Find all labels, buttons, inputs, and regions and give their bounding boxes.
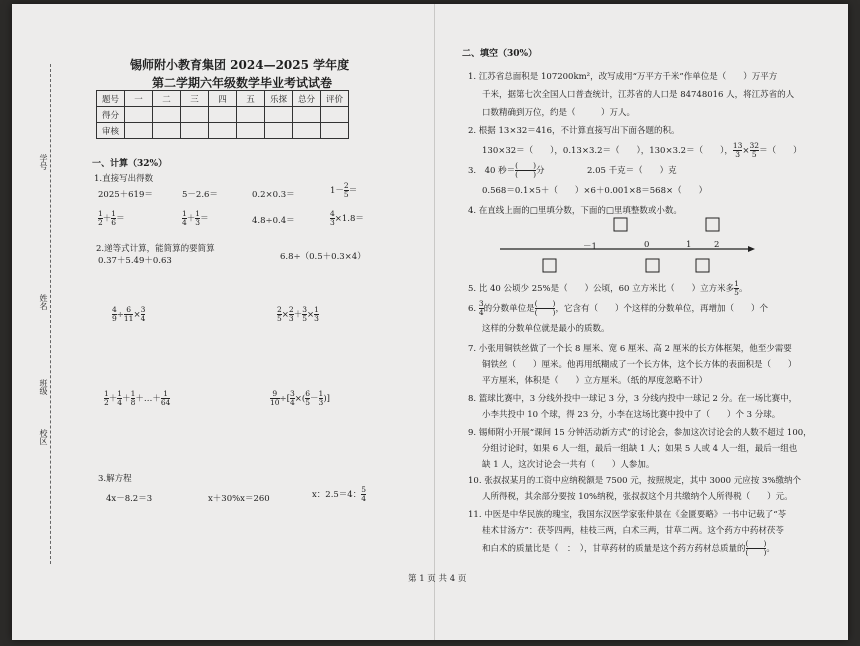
- score-header-cell: 三: [181, 91, 209, 107]
- score-row-label: 得分: [97, 107, 125, 123]
- fill-q3-line1: 3. 40 秒＝ $\frac{( )}{( )}$ 分 2.05 千克＝（ ）克: [468, 161, 677, 179]
- margin-label-name: 姓名: [39, 294, 48, 310]
- calc-2-2: $\frac{1}{4}$ ＋ $\frac{1}{3}$ ＝: [182, 209, 209, 227]
- step-calc-3: $\frac{4}{9}$ ÷ $\frac{6}{11}$ × $\frac{3}{4}$: [112, 305, 146, 323]
- fold-line: [434, 4, 435, 640]
- section1-sub3: 3.解方程: [98, 474, 132, 484]
- fill-q1-line3: 口数精确到万位，约是（ ）万人。: [482, 108, 636, 118]
- tick-label-minus-one: －1: [583, 242, 597, 252]
- tick-label-two: 2: [714, 240, 720, 250]
- step-calc-5: $\frac{1}{2}$ ＋ $\frac{1}{4}$ ＋ $\frac{1}{8}$ ＋…＋ $\frac{1}{64}$: [104, 389, 171, 407]
- margin-label-campus: 校区: [39, 429, 48, 445]
- score-table: [96, 90, 349, 139]
- score-header-cell: 二: [153, 91, 181, 107]
- section1-sub1: 1.直接写出得数: [94, 174, 154, 184]
- score-header-cell: 总分: [293, 91, 321, 107]
- step-calc-1: 0.37＋5.49＋0.63: [98, 256, 172, 266]
- fill-q7-line1: 7. 小张用铜铁丝做了一个长 8 厘米、宽 6 厘米、高 2 厘米的长方体框架，他至少需要: [468, 344, 792, 354]
- exam-title-line2: 第二学期六年级数学毕业考试试卷: [152, 76, 333, 90]
- section2-title: 二、填空（30%）: [462, 49, 538, 59]
- section1-sub2: 2.递等式计算，能简算的要简算: [96, 244, 215, 254]
- score-header-cell: 评价: [321, 91, 349, 107]
- fill-q11-line1: 11. 中医是中华民族的瑰宝，我国东汉医学家张仲景在《金匮要略》一书中记载了“苓: [468, 510, 787, 520]
- equation-1: 4x－8.2＝3: [106, 494, 153, 504]
- fill-q8-line2: 小李共投中 10 个球，得 23 分，小李在这场比赛中投中了（ ）个 3 分球。: [482, 410, 781, 420]
- margin-label-student-id: 学号: [39, 154, 48, 170]
- fill-q6-line2: 这样的分数单位就是最小的质数。: [482, 324, 610, 334]
- equation-2: x＋30%x＝260: [208, 494, 270, 504]
- review-row-label: 审核: [97, 123, 125, 139]
- fill-q2-line2: 130×32＝（ ），0.13×3.2＝（ ），130×3.2＝（ ）， $\frac{13}{3}$ × $\frac{32}{5}$ ＝（ ）: [482, 141, 802, 159]
- fill-q1-line2: 千米，据第七次全国人口普查统计，江苏省的人口是 84748016 人，将江苏省的人: [482, 90, 795, 100]
- score-header-cell: 题号: [97, 91, 125, 107]
- calc-2-4: $\frac{4}{3}$ ×1.8＝: [330, 209, 364, 227]
- tick-label-zero: 0: [644, 240, 650, 250]
- calc-1-4: 1－ $\frac{2}{5}$ ＝: [330, 181, 358, 199]
- section1-title: 一、计算（32%）: [92, 159, 168, 169]
- fill-q10-line1: 10. 张叔叔某月的工资中应纳税额是 7500 元，按照规定，其中 3000 元应按 3%缴纳个: [468, 476, 801, 486]
- fill-q9-line1: 9. 锡师附小开展“课间 15 分钟活动新方式”的讨论会，参加这次讨论会的人数不超过 100，: [468, 428, 812, 438]
- step-calc-2: 6.8÷（0.5＋0.3×4）: [280, 252, 366, 262]
- fill-q3-line2: 0.568＝0.1×5＋（ ）×6＋0.001×8＝568×（ ）: [482, 186, 708, 196]
- fill-q8-line1: 8. 篮球比赛中，3 分线外投中一球记 3 分，3 分线内投中一球记 2 分。在一场比赛中，: [468, 394, 798, 404]
- binding-line: [50, 64, 52, 564]
- fill-q2-line1: 2. 根据 13×32＝416，不计算直接写出下面各题的积。: [468, 126, 680, 136]
- step-calc-6: $\frac{9}{10}$ ÷[ $\frac{3}{4}$ ×( $\frac{6}{5}$ － $\frac{1}{3}$ )]: [270, 389, 330, 407]
- score-header-cell: 四: [209, 91, 237, 107]
- calc-1-3: 0.2×0.3＝: [252, 190, 295, 200]
- fill-q9-line3: 缺 1 人，这次讨论会一共有（ ）人参加。: [482, 460, 655, 470]
- fill-q11-line3: 和白术的质量比是（ ： ），甘草药材的质量是这个药方药材总质量的 $\frac{( )}{( )}$ 。: [482, 539, 775, 557]
- equation-3: x：2.5＝4： $\frac{5}{4}$: [312, 485, 367, 503]
- fill-q9-line2: 分组讨论时，如果 6 人一组，最后一组缺 1 人；如果 5 人或 4 人一组，最后一组也: [482, 444, 798, 454]
- step-calc-4: $\frac{2}{5}$ × $\frac{2}{3}$ ＋ $\frac{3}{5}$ × $\frac{1}{3}$: [277, 305, 319, 323]
- page-footer: 第 1 页 共 4 页: [408, 574, 467, 584]
- calc-1-2: 5－2.6＝: [182, 190, 218, 200]
- score-header-cell: 五: [237, 91, 265, 107]
- fill-q11-line2: 桂术甘汤方”：茯苓四两，桂枝三两，白术三两，甘草二两。这个药方中药材茯苓: [482, 526, 784, 536]
- exam-paper: [12, 4, 848, 640]
- margin-label-class: 班级: [39, 379, 48, 395]
- score-header-cell: 乐探: [265, 91, 293, 107]
- fill-q7-line3: 平方厘米，体积是（ ）立方厘米。（纸的厚度忽略不计）: [482, 376, 708, 386]
- fill-q4: 4. 在直线上面的□里填分数，下面的□里填整数或小数。: [468, 206, 682, 216]
- fill-q10-line2: 人所得税，其余部分要按 10%纳税，张叔叔这个月共缴纳个人所得税（ ）元。: [482, 492, 793, 502]
- fill-q7-line2: 铜铁丝（ ）厘米。他再用纸糊成了一个长方体，这个长方体的表面积是（ ）: [482, 360, 797, 370]
- fill-q6-line1: 6. $\frac{3}{4}$ 的分数单位是 $\frac{( )}{( )}$ ，它含有（ ）个这样的分数单位，再增加（ ）个: [468, 299, 768, 317]
- calc-1-1: 2025＋619＝: [98, 190, 153, 200]
- fill-q5: 5. 比 40 公顷少 25%是（ ）公顷，60 立方米比（ ）立方米多 $\frac{1}{5}$ 。: [468, 279, 748, 297]
- calc-2-3: 4.8÷0.4＝: [252, 216, 295, 226]
- score-header-cell: 一: [125, 91, 153, 107]
- fill-q1-line1: 1. 江苏省总面积是 107200km²，改写成用“万平方千米”作单位是（ ）万平方: [468, 72, 778, 82]
- tick-label-one: 1: [686, 240, 692, 250]
- exam-title-line1: 锡师附小教育集团 2024—2025 学年度: [130, 58, 350, 72]
- calc-2-1: $\frac{1}{2}$ ＋ $\frac{1}{6}$ ＝: [98, 209, 125, 227]
